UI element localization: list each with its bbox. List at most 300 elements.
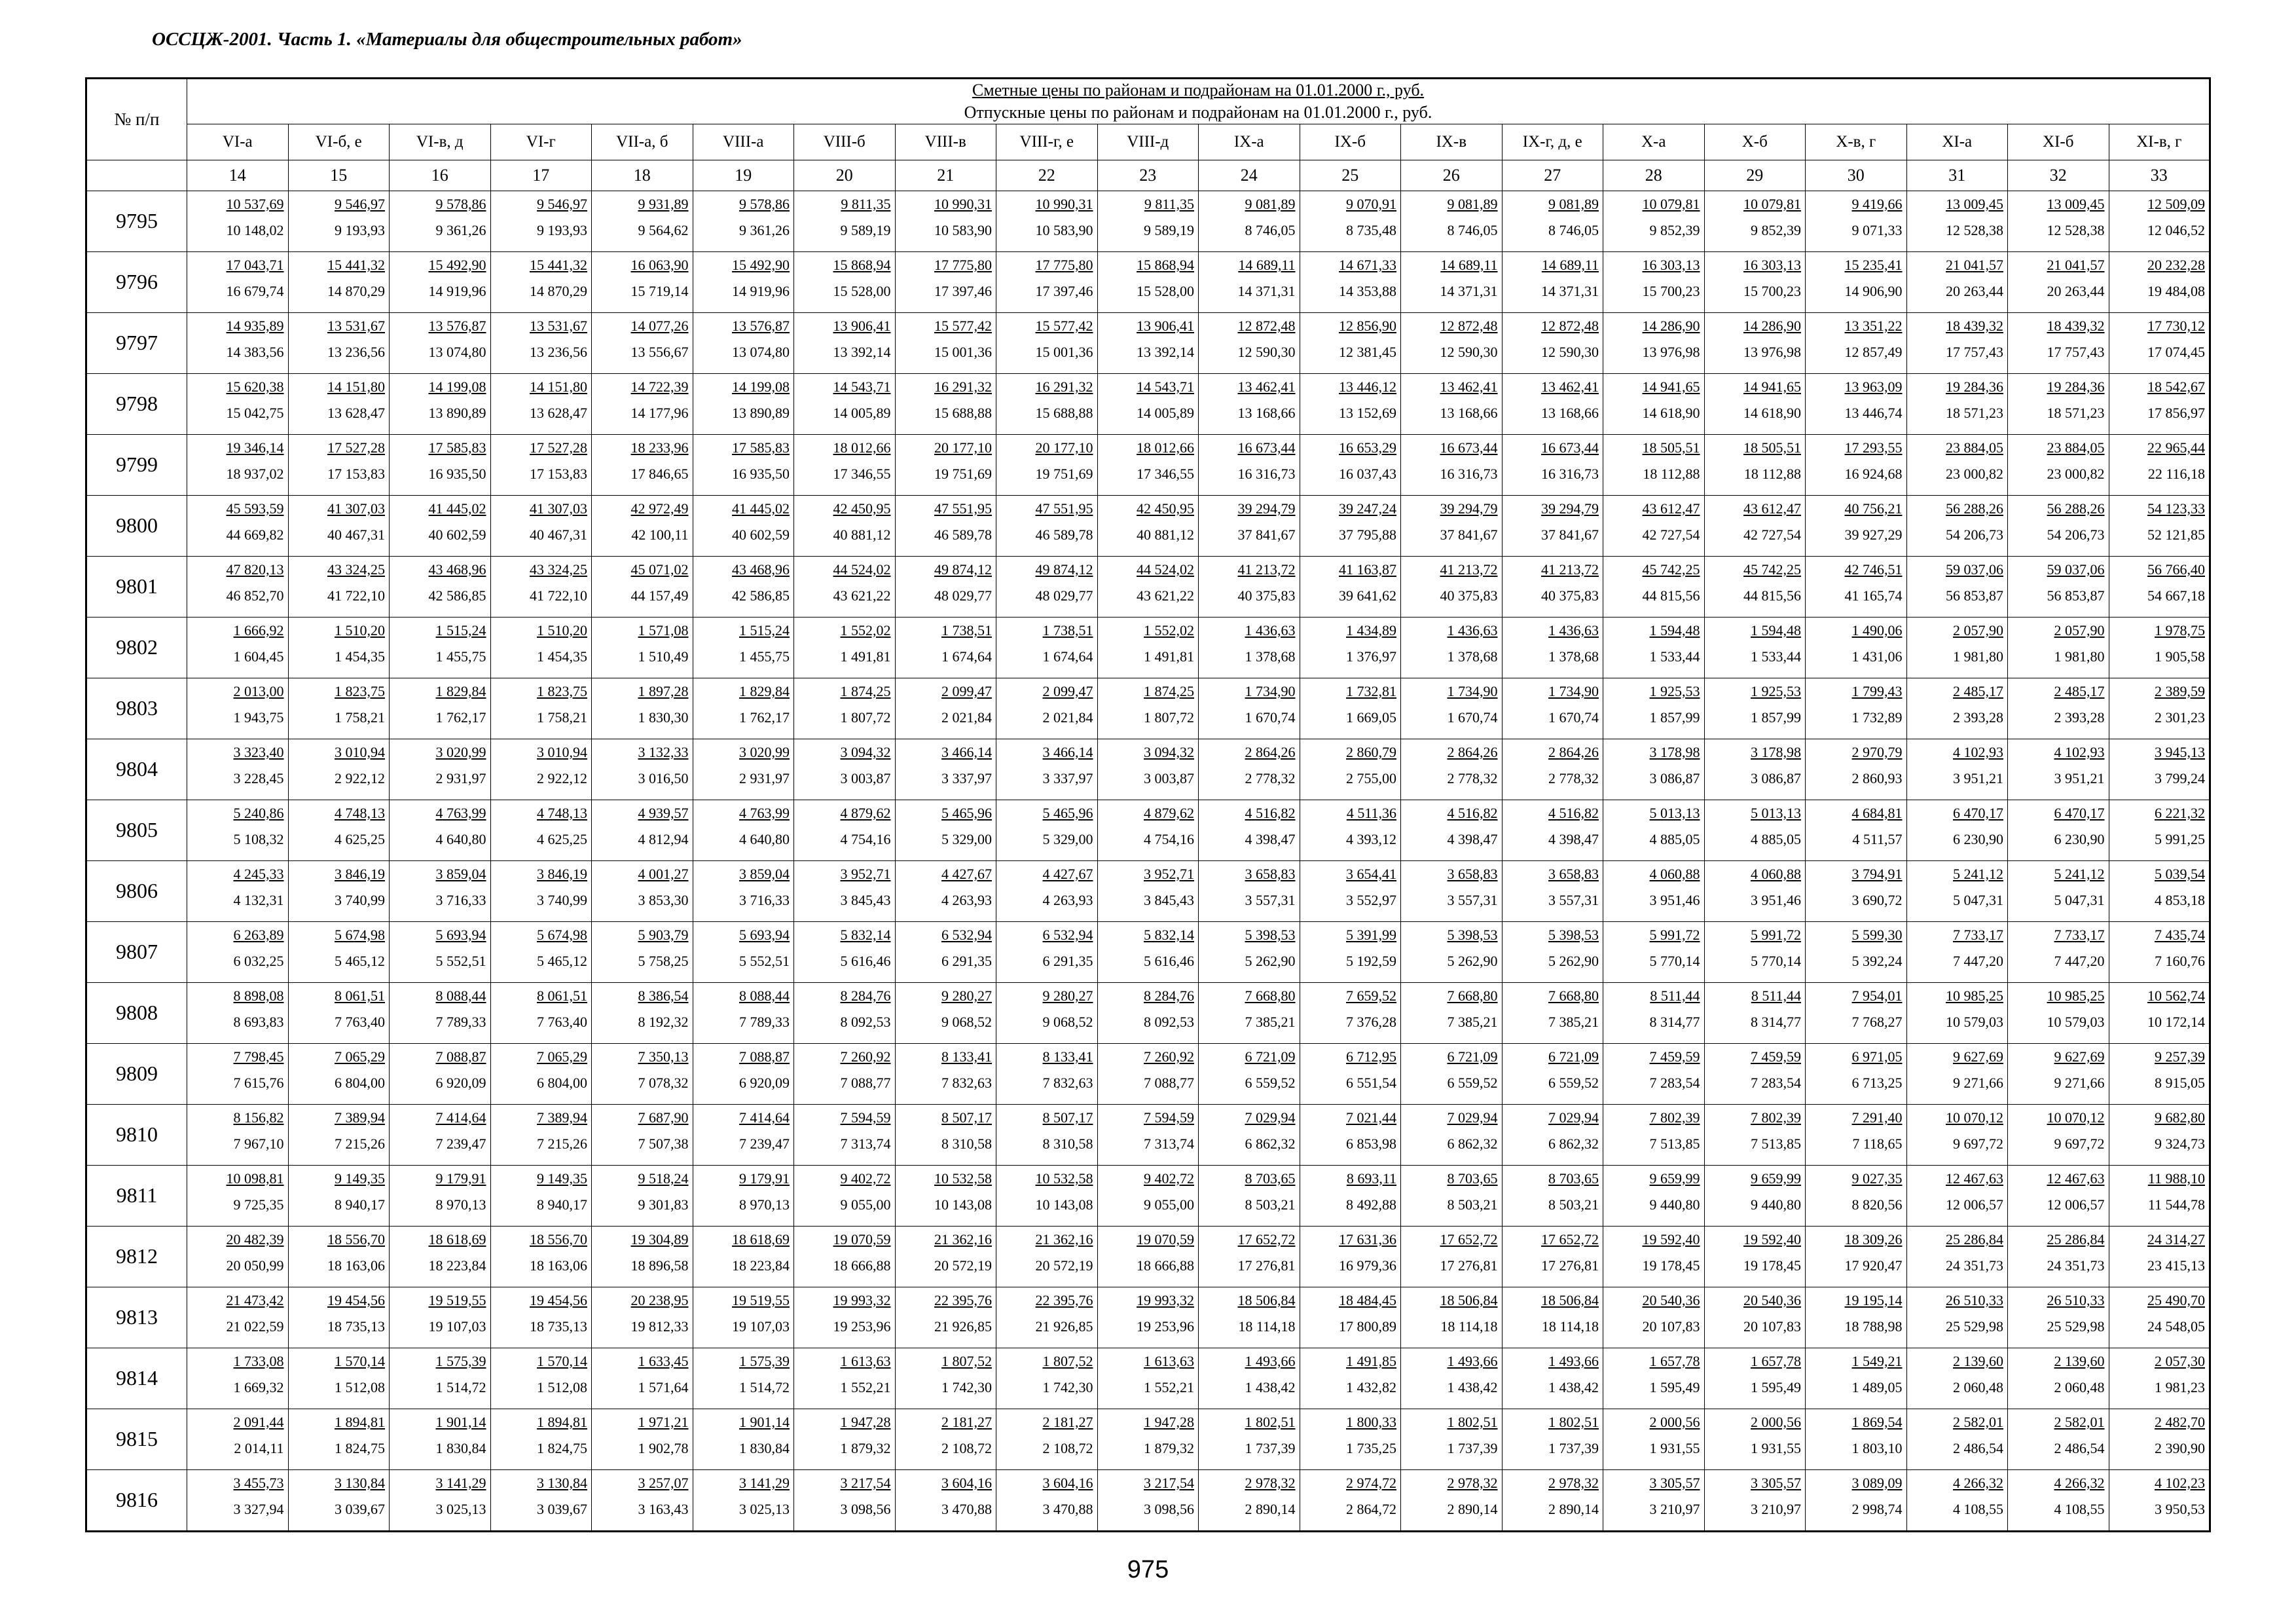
price-cell	[490, 251, 592, 312]
estimate-price: 43 468,96	[428, 561, 486, 578]
column-number: 27	[1502, 160, 1603, 191]
estimate-price: 8 133,41	[1042, 1048, 1093, 1065]
price-cell	[1806, 921, 1907, 982]
column-number: 20	[794, 160, 896, 191]
price-cell	[1906, 1348, 2008, 1409]
price-cell	[895, 191, 996, 252]
price-cell	[1704, 617, 1806, 678]
price-cell	[1502, 495, 1603, 556]
estimate-price: 1 734,90	[1245, 682, 1296, 699]
price-cell	[1806, 739, 1907, 800]
release-price: 19 253,96	[833, 1318, 891, 1335]
release-price: 12 381,45	[1339, 343, 1396, 360]
estimate-price: 1 733,08	[233, 1352, 284, 1369]
release-price: 17 346,55	[1137, 465, 1194, 482]
estimate-price: 5 013,13	[1649, 804, 1700, 821]
price-cell	[1097, 1226, 1199, 1287]
price-cell	[1199, 860, 1300, 921]
price-cell	[996, 860, 1098, 921]
release-price: 3 086,87	[1751, 769, 1801, 786]
price-cell	[1603, 860, 1705, 921]
estimate-price: 17 652,72	[1541, 1230, 1599, 1247]
estimate-price: 5 674,98	[335, 926, 385, 943]
estimate-price: 43 324,25	[327, 561, 385, 578]
estimate-price: 4 879,62	[1144, 804, 1194, 821]
price-cell	[1704, 860, 1806, 921]
table-row	[86, 1043, 2210, 1104]
price-cell	[895, 982, 996, 1043]
release-price: 1 742,30	[1042, 1378, 1093, 1395]
price-cell	[1502, 1104, 1603, 1165]
price-cell	[1199, 800, 1300, 860]
estimate-price: 13 576,87	[732, 317, 790, 334]
price-cell	[592, 191, 693, 252]
price-cell	[1603, 1165, 1705, 1226]
estimate-price: 10 990,31	[934, 196, 992, 212]
estimate-price: 15 620,38	[226, 378, 284, 395]
release-price: 13 074,80	[732, 343, 790, 360]
price-cell	[1704, 921, 1806, 982]
price-cell	[794, 739, 896, 800]
release-price: 3 337,97	[1042, 769, 1093, 786]
column-number: 23	[1097, 160, 1199, 191]
estimate-price: 7 414,64	[739, 1109, 790, 1126]
district-header: VIII-а	[693, 124, 794, 160]
release-price: 13 236,56	[530, 343, 587, 360]
table-row	[86, 312, 2210, 373]
release-price: 9 271,66	[2054, 1074, 2105, 1091]
estimate-price: 13 462,41	[1237, 378, 1296, 395]
price-cell	[2109, 1287, 2210, 1348]
release-price: 40 375,83	[1541, 587, 1599, 604]
release-price: 3 716,33	[739, 891, 790, 908]
release-price: 15 528,00	[833, 282, 891, 299]
release-price: 1 674,64	[941, 648, 992, 665]
price-cell	[490, 739, 592, 800]
release-price: 41 165,74	[1844, 587, 1903, 604]
estimate-price: 20 177,10	[1035, 439, 1093, 456]
estimate-price: 7 802,39	[1649, 1109, 1700, 1126]
price-cell	[187, 860, 289, 921]
price-cell	[996, 1287, 1098, 1348]
estimate-price: 1 802,51	[1548, 1413, 1599, 1430]
estimate-price: 7 668,80	[1447, 987, 1498, 1004]
release-price: 5 552,51	[739, 952, 790, 969]
table-row	[86, 617, 2210, 678]
estimate-price: 3 094,32	[840, 743, 891, 760]
price-cell	[1806, 1469, 1907, 1531]
estimate-price: 4 939,57	[638, 804, 689, 821]
release-price: 1 438,42	[1245, 1378, 1296, 1395]
price-cell	[794, 1226, 896, 1287]
estimate-price: 41 307,03	[530, 500, 587, 517]
price-cell	[592, 1043, 693, 1104]
release-price: 2 486,54	[2054, 1439, 2105, 1456]
estimate-price: 14 151,80	[327, 378, 385, 395]
release-price: 25 529,98	[1946, 1318, 2003, 1335]
price-cell	[1704, 1287, 1806, 1348]
price-cell	[1097, 191, 1199, 252]
estimate-price: 3 217,54	[1144, 1474, 1194, 1491]
release-price: 4 812,94	[638, 830, 689, 847]
release-price: 14 919,96	[428, 282, 486, 299]
estimate-price: 1 570,14	[335, 1352, 385, 1369]
estimate-price: 3 010,94	[335, 743, 385, 760]
release-price: 13 976,98	[1642, 343, 1700, 360]
price-cell	[592, 434, 693, 495]
price-cell	[996, 1043, 1098, 1104]
price-cell	[996, 495, 1098, 556]
estimate-price: 7 291,40	[1851, 1109, 1903, 1126]
release-price: 1 830,84	[739, 1439, 790, 1456]
estimate-price: 12 467,63	[1946, 1170, 2003, 1187]
release-price: 1 491,81	[840, 648, 891, 665]
estimate-price: 22 395,76	[1035, 1291, 1093, 1308]
price-cell	[1502, 1226, 1603, 1287]
price-cell	[1704, 495, 1806, 556]
price-cell	[1097, 617, 1199, 678]
estimate-price: 7 668,80	[1548, 987, 1599, 1004]
price-cell	[288, 1104, 390, 1165]
estimate-price: 1 978,75	[2155, 621, 2205, 638]
price-cell	[1502, 678, 1603, 739]
release-price: 2 301,23	[2155, 709, 2205, 726]
estimate-price: 17 652,72	[1237, 1230, 1296, 1247]
estimate-price: 1 594,48	[1751, 621, 1801, 638]
estimate-price: 49 874,12	[934, 561, 992, 578]
price-cell	[794, 1287, 896, 1348]
price-cell	[1097, 373, 1199, 434]
estimate-price: 14 543,71	[833, 378, 891, 395]
release-price: 5 047,31	[2054, 891, 2105, 908]
estimate-price: 2 389,59	[2155, 682, 2205, 699]
estimate-price: 5 039,54	[2155, 865, 2205, 882]
price-cell	[1199, 617, 1300, 678]
price-cell	[1603, 556, 1705, 617]
estimate-price: 19 519,55	[732, 1291, 790, 1308]
row-number: 9801	[86, 556, 187, 617]
release-price: 46 589,78	[934, 526, 992, 543]
estimate-price: 14 286,90	[1642, 317, 1700, 334]
price-cell	[1401, 556, 1503, 617]
estimate-price: 3 305,57	[1649, 1474, 1700, 1491]
price-cell	[2008, 1226, 2109, 1287]
price-cell	[1300, 921, 1401, 982]
column-number-blank	[86, 160, 187, 191]
estimate-price: 6 470,17	[1953, 804, 2003, 821]
price-cell	[895, 495, 996, 556]
release-price: 8 503,21	[1548, 1196, 1599, 1213]
price-cell	[592, 312, 693, 373]
estimate-price: 16 673,44	[1541, 439, 1599, 456]
price-cell	[794, 1165, 896, 1226]
estimate-price: 15 868,94	[833, 256, 891, 273]
release-price: 1 491,81	[1144, 648, 1194, 665]
release-price: 9 055,00	[1144, 1196, 1194, 1213]
release-price: 1 737,39	[1245, 1439, 1296, 1456]
release-price: 18 223,84	[428, 1257, 486, 1274]
price-cell	[895, 678, 996, 739]
release-price: 7 513,85	[1649, 1135, 1700, 1152]
release-price: 4 393,12	[1346, 830, 1396, 847]
district-header: VII-а, б	[592, 124, 693, 160]
release-price: 7 239,47	[435, 1135, 486, 1152]
estimate-price: 14 941,65	[1642, 378, 1700, 395]
release-price: 7 789,33	[435, 1013, 486, 1030]
price-cell	[1502, 191, 1603, 252]
estimate-price: 9 931,89	[638, 196, 689, 212]
estimate-price: 24 314,27	[2147, 1230, 2205, 1247]
release-price: 1 981,80	[1953, 648, 2003, 665]
release-price: 3 690,72	[1851, 891, 1903, 908]
estimate-price: 19 592,40	[1642, 1230, 1700, 1247]
price-cell	[187, 191, 289, 252]
price-cell	[1603, 312, 1705, 373]
estimate-price: 2 582,01	[2054, 1413, 2105, 1430]
estimate-price: 8 061,51	[335, 987, 385, 1004]
estimate-price: 1 613,63	[1144, 1352, 1194, 1369]
estimate-price: 4 060,88	[1751, 865, 1801, 882]
release-price: 14 371,31	[1541, 282, 1599, 299]
price-cell	[1704, 1165, 1806, 1226]
price-cell	[1097, 921, 1199, 982]
release-price: 14 371,31	[1440, 282, 1498, 299]
price-cell	[1704, 1348, 1806, 1409]
release-price: 1 669,05	[1346, 709, 1396, 726]
estimate-price: 1 738,51	[941, 621, 992, 638]
price-cell	[1603, 921, 1705, 982]
release-price: 43 621,22	[833, 587, 891, 604]
release-price: 1 571,64	[638, 1378, 689, 1395]
release-price: 1 943,75	[233, 709, 284, 726]
price-cell	[1502, 434, 1603, 495]
estimate-price: 2 860,79	[1346, 743, 1396, 760]
estimate-price: 2 482,70	[2155, 1413, 2205, 1430]
price-cell	[1906, 1165, 2008, 1226]
estimate-price: 6 721,09	[1548, 1048, 1599, 1065]
price-cell	[1502, 1409, 1603, 1469]
price-cell	[693, 373, 794, 434]
release-price: 9 301,83	[638, 1196, 689, 1213]
price-cell	[288, 251, 390, 312]
release-price: 2 108,72	[941, 1439, 992, 1456]
release-price: 19 484,08	[2147, 282, 2205, 299]
price-cell	[1502, 373, 1603, 434]
release-price: 41 722,10	[530, 587, 587, 604]
estimate-price: 4 763,99	[739, 804, 790, 821]
price-cell	[1603, 251, 1705, 312]
release-price: 40 602,59	[732, 526, 790, 543]
price-cell	[1806, 312, 1907, 373]
estimate-price: 1 823,75	[537, 682, 587, 699]
price-cell	[1401, 1409, 1503, 1469]
price-cell	[1806, 1287, 1907, 1348]
table-row	[86, 921, 2210, 982]
price-cell	[1704, 191, 1806, 252]
estimate-price: 43 324,25	[530, 561, 587, 578]
estimate-price: 13 531,67	[530, 317, 587, 334]
release-price: 8 915,05	[2155, 1074, 2205, 1091]
release-price: 4 263,93	[1042, 891, 1093, 908]
estimate-price: 8 703,65	[1447, 1170, 1498, 1187]
estimate-price: 9 402,72	[1144, 1170, 1194, 1187]
price-cell	[2109, 191, 2210, 252]
release-price: 2 021,84	[1042, 709, 1093, 726]
release-price: 8 092,53	[1144, 1013, 1194, 1030]
estimate-price: 3 794,91	[1851, 865, 1903, 882]
price-cell	[288, 1043, 390, 1104]
price-cell	[1603, 1348, 1705, 1409]
release-price: 4 625,25	[335, 830, 385, 847]
price-cell	[1704, 1409, 1806, 1469]
row-number: 9798	[86, 373, 187, 434]
estimate-price: 18 012,66	[833, 439, 891, 456]
price-cell	[1906, 434, 2008, 495]
release-price: 37 841,67	[1237, 526, 1296, 543]
release-price: 12 046,52	[2147, 222, 2205, 238]
price-cell	[1806, 617, 1907, 678]
price-cell	[2008, 1043, 2109, 1104]
price-cell	[996, 921, 1098, 982]
estimate-price: 9 081,89	[1548, 196, 1599, 212]
price-cell	[2008, 921, 2109, 982]
estimate-price: 59 037,06	[2047, 561, 2105, 578]
estimate-price: 18 505,51	[1743, 439, 1801, 456]
release-price: 7 078,32	[638, 1074, 689, 1091]
price-cell	[288, 1469, 390, 1531]
price-cell	[1906, 373, 2008, 434]
estimate-price: 3 846,19	[537, 865, 587, 882]
price-cell	[187, 1469, 289, 1531]
estimate-price: 1 436,63	[1447, 621, 1498, 638]
estimate-price: 7 802,39	[1751, 1109, 1801, 1126]
release-price: 5 329,00	[1042, 830, 1093, 847]
release-price: 3 163,43	[638, 1500, 689, 1517]
estimate-price: 5 241,12	[1953, 865, 2003, 882]
release-price: 12 006,57	[1946, 1196, 2003, 1213]
estimate-price: 16 303,13	[1642, 256, 1700, 273]
price-cell	[794, 251, 896, 312]
release-price: 7 385,21	[1447, 1013, 1498, 1030]
price-cell	[1097, 1348, 1199, 1409]
price-cell	[2109, 556, 2210, 617]
estimate-price: 6 971,05	[1851, 1048, 1903, 1065]
price-cell	[1806, 678, 1907, 739]
price-cell	[390, 251, 491, 312]
price-cell	[390, 1348, 491, 1409]
price-cell	[693, 1348, 794, 1409]
estimate-price: 17 730,12	[2147, 317, 2205, 334]
release-price: 3 210,97	[1649, 1500, 1700, 1517]
release-price: 20 050,99	[226, 1257, 284, 1274]
price-cell	[1603, 191, 1705, 252]
estimate-price: 43 612,47	[1642, 500, 1700, 517]
release-price: 6 230,90	[2054, 830, 2105, 847]
estimate-price: 10 098,81	[226, 1170, 284, 1187]
release-price: 3 327,94	[233, 1500, 284, 1517]
price-cell	[592, 495, 693, 556]
price-cell	[1906, 678, 2008, 739]
release-price: 15 719,14	[630, 282, 689, 299]
release-price: 4 885,05	[1751, 830, 1801, 847]
price-cell	[490, 800, 592, 860]
release-price: 12 528,38	[2047, 222, 2105, 238]
estimate-price: 1 510,20	[537, 621, 587, 638]
price-cell	[1097, 556, 1199, 617]
release-price: 2 393,28	[2054, 709, 2105, 726]
estimate-price: 1 925,53	[1751, 682, 1801, 699]
price-cell	[1603, 800, 1705, 860]
release-price: 2 486,54	[1953, 1439, 2003, 1456]
release-price: 15 001,36	[1035, 343, 1093, 360]
release-price: 16 316,73	[1541, 465, 1599, 482]
price-cell	[1502, 1287, 1603, 1348]
release-price: 4 108,55	[1953, 1500, 2003, 1517]
release-price: 16 924,68	[1844, 465, 1903, 482]
price-cell	[2008, 1104, 2109, 1165]
price-cell	[1401, 921, 1503, 982]
table-row	[86, 800, 2210, 860]
price-cell	[592, 1165, 693, 1226]
release-price: 44 815,56	[1642, 587, 1700, 604]
column-number: 14	[187, 160, 289, 191]
estimate-price: 3 658,83	[1548, 865, 1599, 882]
release-price: 1 830,30	[638, 709, 689, 726]
estimate-price: 7 350,13	[638, 1048, 689, 1065]
price-cell	[1097, 800, 1199, 860]
price-cell	[1906, 1043, 2008, 1104]
price-cell	[1906, 556, 2008, 617]
district-header: XI-б	[2008, 124, 2109, 160]
estimate-price: 3 305,57	[1751, 1474, 1801, 1491]
price-cell	[2008, 495, 2109, 556]
price-cell	[1199, 1287, 1300, 1348]
district-header: VIII-в	[895, 124, 996, 160]
price-cell	[592, 739, 693, 800]
price-cell	[490, 1348, 592, 1409]
release-price: 2 014,11	[234, 1439, 284, 1456]
release-price: 7 385,21	[1548, 1013, 1599, 1030]
estimate-price: 13 576,87	[428, 317, 486, 334]
release-price: 2 998,74	[1851, 1500, 1903, 1517]
price-cell	[490, 434, 592, 495]
price-cell	[490, 982, 592, 1043]
price-cell	[895, 860, 996, 921]
price-cell	[1704, 678, 1806, 739]
price-table	[85, 77, 2211, 1532]
price-cell	[187, 312, 289, 373]
release-price: 1 670,74	[1548, 709, 1599, 726]
release-price: 6 559,52	[1447, 1074, 1498, 1091]
price-cell	[390, 1409, 491, 1469]
price-cell	[1603, 1409, 1705, 1469]
estimate-price: 2 139,60	[1953, 1352, 2003, 1369]
price-cell	[895, 1409, 996, 1469]
estimate-price: 16 291,32	[1035, 378, 1093, 395]
price-cell	[2008, 1165, 2109, 1226]
column-number: 18	[592, 160, 693, 191]
release-price: 8 746,05	[1245, 222, 1296, 238]
release-price: 9 697,72	[2054, 1135, 2105, 1152]
estimate-price: 1 549,21	[1851, 1352, 1903, 1369]
price-cell	[1906, 800, 2008, 860]
row-number: 9802	[86, 617, 187, 678]
release-price: 14 371,31	[1237, 282, 1296, 299]
group-title	[187, 79, 2210, 124]
price-cell	[895, 1043, 996, 1104]
price-cell	[490, 373, 592, 434]
estimate-price: 8 088,44	[739, 987, 790, 1004]
